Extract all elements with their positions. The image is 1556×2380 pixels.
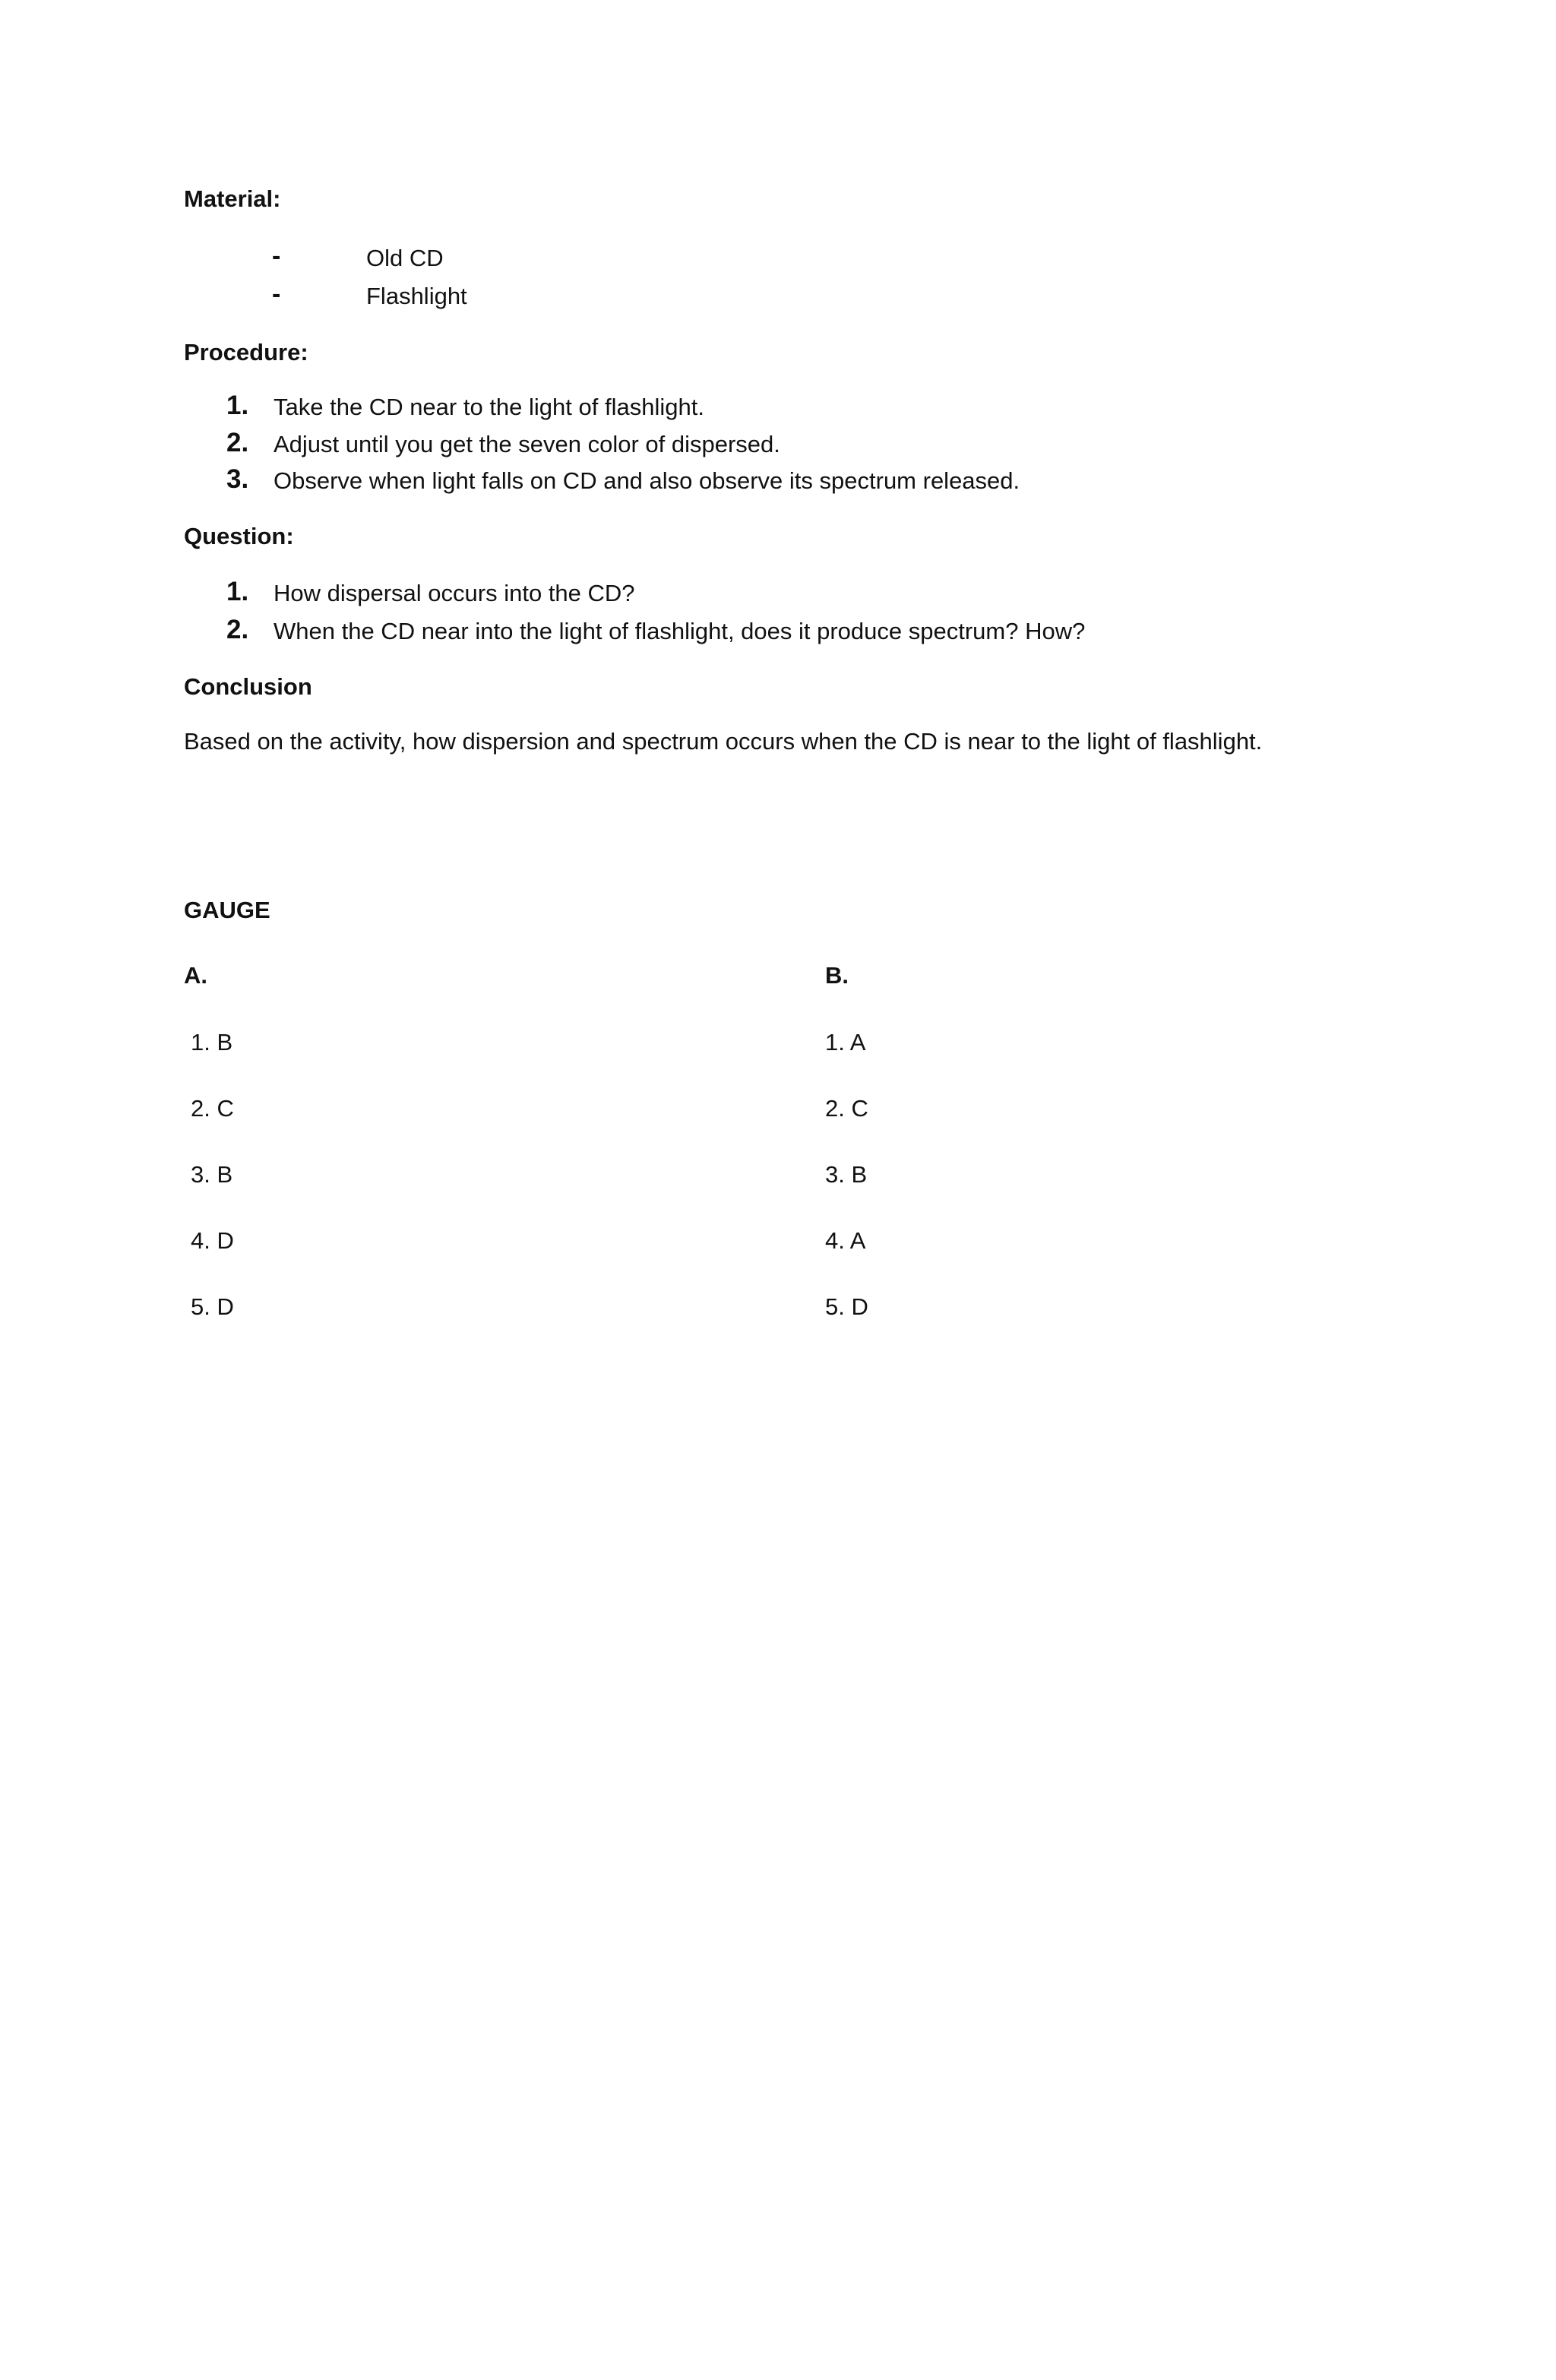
gauge-answer-a: 4. D: [191, 1227, 234, 1254]
gauge-answer-b: 1. A: [825, 1029, 866, 1055]
question-text: How dispersal occurs into the CD?: [274, 580, 635, 606]
conclusion-text: Based on the activity, how dispersion and spectrum occurs when the CD is near to the light of flashlight.: [184, 728, 1263, 755]
gauge-answer-a: 3. B: [191, 1161, 233, 1188]
material-bullet: -: [272, 280, 281, 309]
procedure-step-text: Observe when light falls on CD and also observe its spectrum released.: [274, 467, 1020, 494]
question-heading: Question:: [184, 523, 294, 549]
gauge-answer-b: 3. B: [825, 1161, 868, 1188]
gauge-answer-a: 2. C: [191, 1095, 234, 1122]
procedure-heading: Procedure:: [184, 339, 308, 366]
gauge-column-a-label: A.: [184, 962, 207, 989]
gauge-heading: GAUGE: [184, 897, 270, 923]
gauge-answer-a: 5. D: [191, 1293, 234, 1320]
procedure-step-number: 2.: [226, 428, 249, 457]
procedure-step-number: 1.: [226, 391, 249, 420]
procedure-step-text: Adjust until you get the seven color of dispersed.: [274, 431, 780, 457]
material-item-flashlight: Flashlight: [366, 283, 467, 309]
material-item-old-cd: Old CD: [366, 245, 444, 271]
gauge-answer-b: 4. A: [825, 1227, 866, 1254]
material-heading: Material:: [184, 185, 281, 212]
gauge-answer-a: 1. B: [191, 1029, 233, 1055]
gauge-answer-b: 2. C: [825, 1095, 868, 1122]
gauge-answer-b: 5. D: [825, 1293, 868, 1320]
question-number: 2.: [226, 615, 249, 644]
procedure-step-text: Take the CD near to the light of flashlight.: [274, 394, 704, 420]
question-text: When the CD near into the light of flashlight, does it produce spectrum? How?: [274, 618, 1086, 644]
procedure-step-number: 3.: [226, 464, 249, 494]
gauge-column-b-label: B.: [825, 962, 849, 989]
question-number: 1.: [226, 577, 249, 606]
material-bullet: -: [272, 242, 281, 271]
conclusion-heading: Conclusion: [184, 673, 312, 700]
